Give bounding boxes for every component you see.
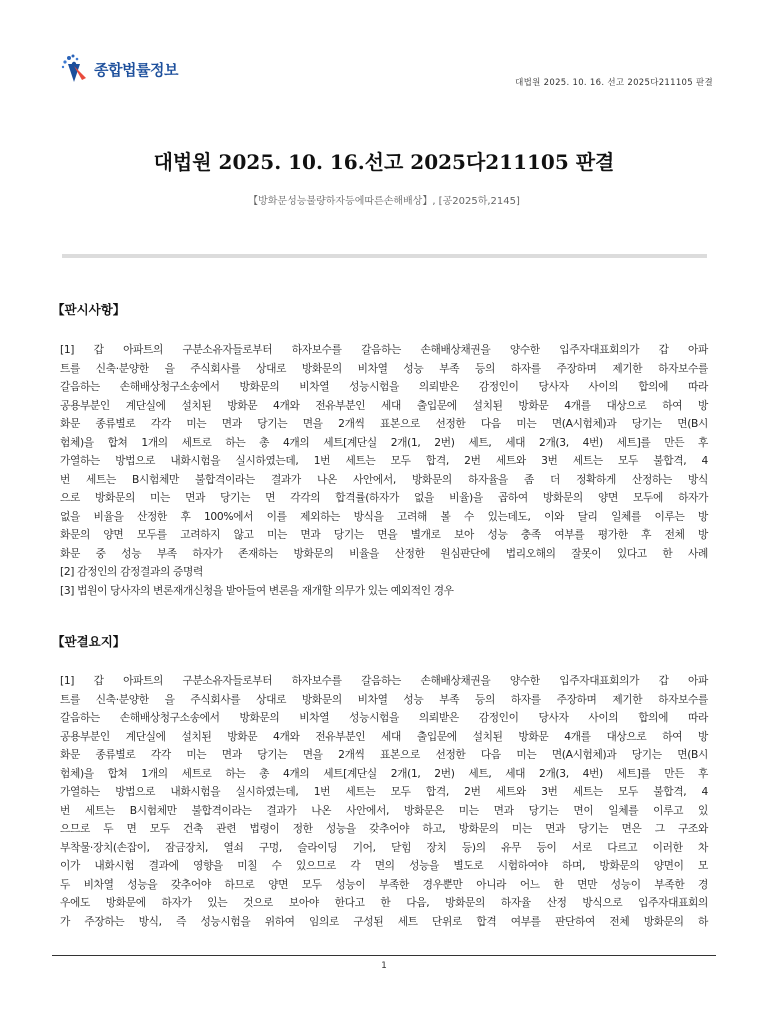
case-reference: 대법원 2025. 10. 16. 선고 2025다211105 판결 [515, 78, 713, 88]
holding-heading: 【판시사항】 [52, 302, 126, 317]
holding-line: 으로 방화문의 미는 면과 당기는 면 각각의 합격률(하자가 없을 비율)을 곱하여 방화문의 양면 모두에 하자가 [60, 491, 708, 504]
holding-text [60, 341, 708, 600]
holding-line: 화문의 양면 모두를 고려하지 않고 미는 면과 당기는 면을 별개로 보아 성능 충족 여부를 평가한 후 전체 방 [60, 528, 708, 541]
holding-line: 없을 비율을 산정한 후 100%에서 이를 제외하는 방식을 고려해 볼 수 있는데도, 이와 달리 일체를 이루는 방 [60, 509, 708, 523]
summary-line: 공용부분인 계단실에 설치된 방화문 4개와 전유부분인 세대 출입문에 설치된 방화문 4개를 대상으로 하여 방 [60, 729, 708, 743]
summary-line: [1] 갑 아파트의 구분소유자들로부터 하자보수를 갈음하는 손해배상채권을 양수한 입주자대표회의가 갑 아파 [60, 674, 708, 687]
scales-of-justice-logo-icon [60, 52, 90, 86]
title-divider [62, 254, 707, 258]
holding-line: [2] 감정인의 감정결과의 증명력 [60, 565, 203, 578]
summary-line: 이가 내화시험 결과에 영향을 미칠 수 있으므로 각 면의 성능을 별도로 시험하여야 하며, 방화문의 양면이 모 [60, 859, 708, 872]
holding-line: [3] 법원이 당사자의 변론재개신청을 받아들여 변론을 재개할 의무가 있는 예외적인 경우 [60, 583, 454, 597]
holding-line: 갈음하는 손해배상청구소송에서 방화문의 비차열 성능시험을 의뢰받은 감정인이 당사자 사이의 합의에 따라 [60, 380, 708, 393]
holding-line: 화문 중 성능 부족 하자가 존재하는 방화문의 비율을 산정한 원심판단에 법리오해의 잘못이 있다고 한 사례 [60, 546, 708, 560]
summary-line: 트를 신축·분양한 을 주식회사를 상대로 방화문의 비차열 성능 부족 등의 하자를 주장하며 제기한 하자보수를 [60, 692, 708, 706]
summary-line: 으므로 두 면 모두 건축 관련 법령이 정한 성능을 갖추어야 하고, 방화문의 미는 면과 당기는 면은 그 구조와 [60, 822, 708, 835]
summary-line: 부착물·장치(손잡이, 잠금장치, 열쇠 구멍, 슬라이딩 기어, 닫힘 장치 등)의 유무 등이 서로 다르고 이러한 차 [60, 840, 708, 854]
holding-line: [1] 갑 아파트의 구분소유자들로부터 하자보수를 갈음하는 손해배상채권을 양수한 입주자대표회의가 갑 아파 [60, 343, 708, 356]
summary-line: 가열하는 방법으로 내화시험을 실시하였는데, 1번 세트는 모두 합격, 2번 세트와 3번 세트는 모두 불합격, 4 [60, 785, 708, 798]
summary-line: 번 세트는 B시험체만 불합격이라는 결과가 나온 사안에서, 방화문은 미는 면과 당기는 면이 일체를 이루고 있 [60, 803, 708, 817]
holding-line: 험체)을 합쳐 1개의 세트로 하는 총 4개의 세트[계단실 2개(1, 2번) 세트, 세대 2개(3, 4번) 세트]를 만든 후 [60, 435, 708, 449]
page-number: 1 [381, 961, 387, 971]
logo-text: 종합법률정보 [94, 60, 178, 79]
case-subtitle: 【방화문성능불량하자등에따른손해배상】, [공2025하,2145] [248, 196, 520, 207]
summary-line: 가 주장하는 방식, 즉 성능시험을 위하여 임의로 구성된 세트 단위로 합격 여부를 판단하여 전체 방화문의 하 [60, 914, 708, 928]
holding-line: 가열하는 방법으로 내화시험을 실시하였는데, 1번 세트는 모두 합격, 2번 세트와 3번 세트는 모두 불합격, 4 [60, 454, 708, 467]
site-logo[interactable] [60, 52, 178, 86]
summary-text [60, 672, 708, 931]
summary-line: 화문 종류별로 각각 미는 면과 당기는 면을 2개씩 표본으로 선정한 다음 미는 면(A시험체)과 당기는 면(B시 [60, 748, 708, 761]
summary-line: 우에도 방화문에 하자가 있는 것으로 보아야 한다고 한 다음, 방화문의 하자율 산정 방식으로 입주자대표회의 [60, 896, 708, 909]
summary-heading: 【판결요지】 [52, 634, 126, 649]
summary-line: 두 비차열 성능을 갖추어야 하므로 양면 모두 성능이 부족한 경우뿐만 아니라 어느 한 면만 성능이 부족한 경 [60, 877, 708, 891]
page-title: 대법원 2025. 10. 16.선고 2025다211105 판결 [153, 150, 615, 174]
summary-line: 갈음하는 손해배상청구소송에서 방화문의 비차열 성능시험을 의뢰받은 감정인이 당사자 사이의 합의에 따라 [60, 711, 708, 724]
holding-line: 공용부분인 계단실에 설치된 방화문 4개와 전유부분인 세대 출입문에 설치된 방화문 4개를 대상으로 하여 방 [60, 398, 708, 412]
holding-line: 트를 신축·분양한 을 주식회사를 상대로 방화문의 비차열 성능 부족 등의 하자를 주장하며 제기한 하자보수를 [60, 361, 708, 375]
summary-line: 험체)을 합쳐 1개의 세트로 하는 총 4개의 세트[계단실 2개(1, 2번) 세트, 세대 2개(3, 4번) 세트]를 만든 후 [60, 766, 708, 780]
footer-divider [52, 955, 716, 956]
holding-line: 화문 종류별로 각각 미는 면과 당기는 면을 2개씩 표본으로 선정한 다음 미는 면(A시험체)과 당기는 면(B시 [60, 417, 708, 430]
holding-line: 번 세트는 B시험체만 불합격이라는 결과가 나온 사안에서, 방화문의 하자율을 좀 더 정확하게 산정하는 방식 [60, 472, 708, 486]
